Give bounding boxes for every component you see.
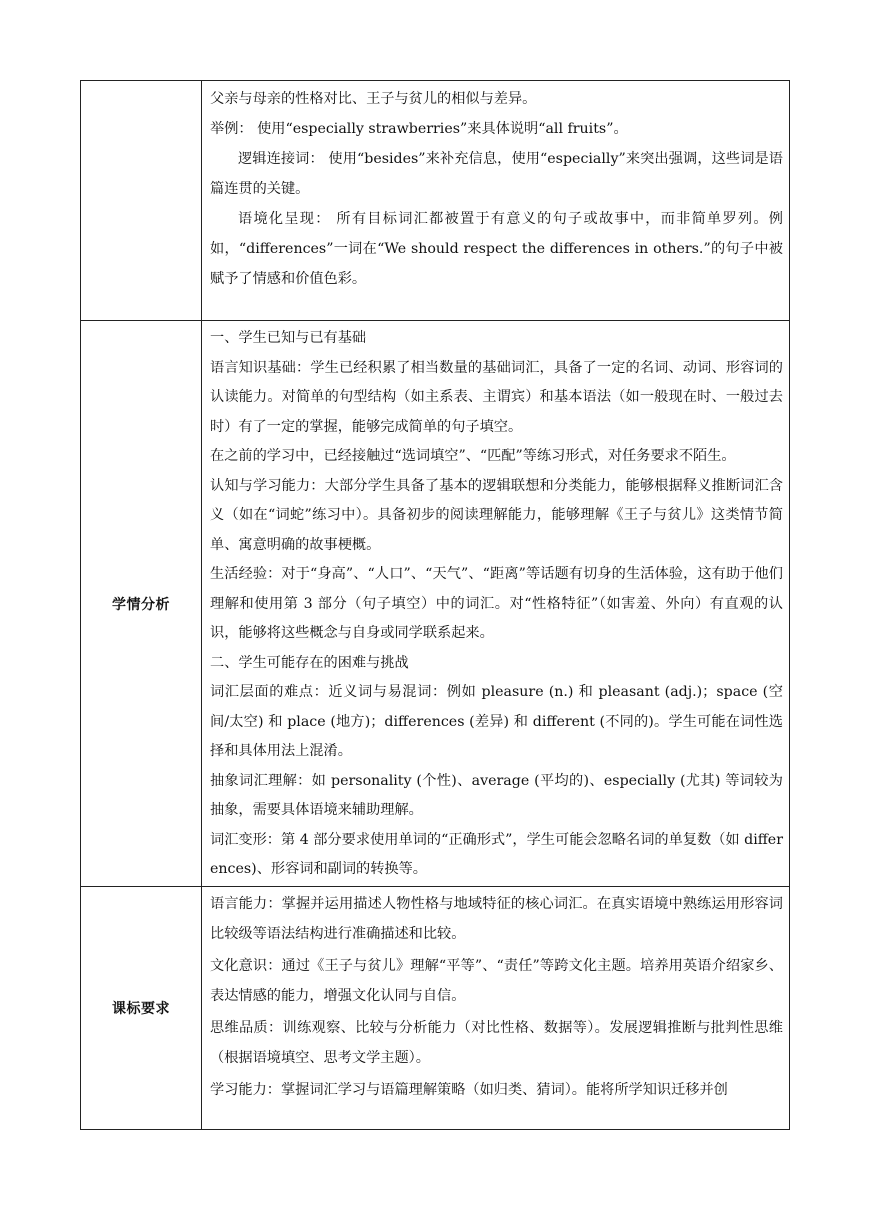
paragraph-life-experience: 生活经验：对于“身高”、“人口”、“天气”、“距离”等话题有切身的生活体验，这有助于他们理解和使用第 3 部分（句子填空）中的词汇。对“性格特征”（如害羞、外向）有直观的认识，能够将这些概念与自身或同学联系起来。 <box>210 566 783 641</box>
paragraph-cognitive-ability: 认知与学习能力：大部分学生具备了基本的逻辑联想和分类能力，能够根据释义推断词汇含义（如在“词蛇”练习中）。具备初步的阅读理解能力，能够理解《王子与贫儿》这类情节简单、寓意明确的故事梗概。 <box>210 477 783 553</box>
row-label-curriculum-requirements: 课标要求 <box>81 887 202 1130</box>
paragraph-cultural-awareness: 文化意识：通过《王子与贫儿》理解“平等”、“责任”等跨文化主题。培养用英语介绍家乡、表达情感的能力，增强文化认同与自信。 <box>210 958 783 1004</box>
section-heading-difficulties: 二、学生可能存在的困难与挑战 <box>210 654 409 671</box>
paragraph-example: 举例： 使用“especially strawberries”来具体说明“all fruits”。 <box>210 121 628 137</box>
table-row-student-analysis <box>81 321 790 887</box>
paragraph-thinking-quality: 思维品质：训练观察、比较与分析能力（对比性格、数据等）。发展逻辑推断与批判性思维（根据语境填空、思考文学主题）。 <box>210 1020 783 1066</box>
paragraph-language-ability: 语言能力：掌握并运用描述人物性格与地域特征的核心词汇。在真实语境中熟练运用形容词比较级等语法结构进行准确描述和比较。 <box>210 896 783 942</box>
paragraph-abstract-vocabulary: 抽象词汇理解：如 personality (个性)、average (平均的)、especially (尤其) 等词较为抽象，需要具体语境来辅助理解。 <box>210 772 783 818</box>
lesson-plan-table <box>80 80 790 1130</box>
paragraph-prior-practice: 在之前的学习中，已经接触过“选词填空”、“匹配”等练习形式，对任务要求不陌生。 <box>210 448 736 464</box>
paragraph-language-basis: 语言知识基础：学生已经积累了相当数量的基础词汇，具备了一定的名词、动词、形容词的认读能力。对简单的句型结构（如主系表、主谓宾）和基本语法（如一般现在时、一般过去时）有了一定的掌握，能够完成简单的句子填空。 <box>210 359 783 435</box>
paragraph-context: 语境化呈现： 所有目标词汇都被置于有意义的句子或故事中，而非简单罗列。例如，“differences”一词在“We should respect the differences in others.”的句子中被赋予了情感和价值色彩。 <box>210 211 783 287</box>
content-cell-curriculum-requirements <box>202 887 790 1130</box>
table-row-content-continued <box>81 81 790 321</box>
section-heading-known-basis: 一、学生已知与已有基础 <box>210 330 367 346</box>
paragraph-contrast: 父亲与母亲的性格对比、王子与贫儿的相似与差异。 <box>210 91 537 107</box>
row-label-student-analysis: 学情分析 <box>81 321 202 887</box>
paragraph-vocabulary-difficulty: 词汇层面的难点：近义词与易混词：例如 pleasure (n.) 和 pleasant (adj.)；space (空间/太空) 和 place (地方)；differences (差异) 和 different (不同的)。学生可能在词性选择和具体用法上混淆。 <box>210 684 783 759</box>
row-label-empty <box>81 81 202 321</box>
content-cell-student-analysis <box>202 321 790 887</box>
paragraph-learning-ability: 学习能力：掌握词汇学习与语篇理解策略（如归类、猜词）。能将所学知识迁移并创 <box>210 1082 728 1098</box>
content-cell-vocabulary-notes <box>202 81 790 321</box>
table-row-curriculum-requirements <box>81 887 790 1130</box>
paragraph-word-forms: 词汇变形：第 4 部分要求使用单词的“正确形式”，学生可能会忽略名词的单复数（如 differences)、形容词和副词的转换等。 <box>210 831 783 877</box>
paragraph-connectives: 逻辑连接词： 使用“besides”来补充信息，使用“especially”来突出强调，这些词是语篇连贯的关键。 <box>210 151 783 197</box>
